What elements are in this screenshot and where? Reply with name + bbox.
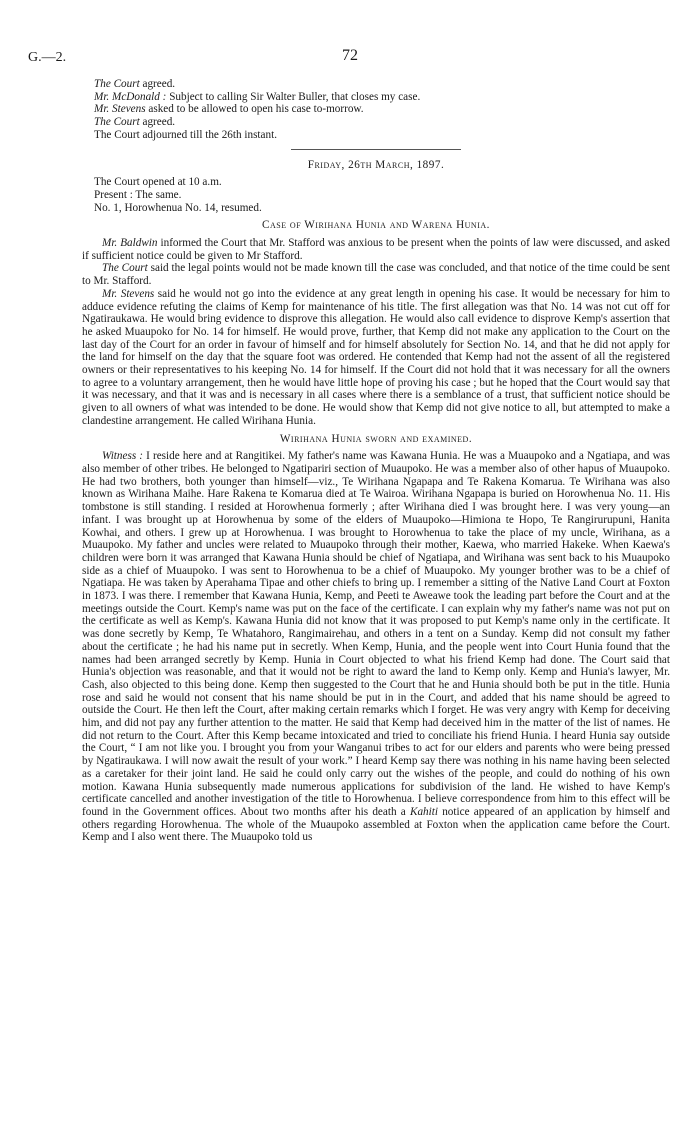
sworn-heading: Wirihana Hunia sworn and examined.: [279, 432, 473, 445]
court-line: The Court agreed.: [94, 78, 176, 90]
opening-line: The Court opened at 10 a.m.: [94, 176, 222, 189]
date-heading: Friday, 26th March, 1897.: [307, 158, 445, 171]
court-line: The Court agreed.: [94, 116, 176, 129]
court-line: The Court adjourned till the 26th instant.: [94, 128, 278, 141]
paragraph: Mr. Baldwin informed the Court that Mr. Stafford was anxious to be present when the points of law were discussed, and asked if sufficient notice could be given to Mr Stafford.: [82, 237, 670, 262]
page-number: 72: [342, 47, 358, 64]
case-heading: Case of Wirihana Hunia and Warena Hunia.: [262, 219, 490, 232]
witness-testimony: Witness : I reside here and at Rangitikei. My father's name was Kawana Hunia. He was a Muaupoko and a Ngatiapa, and was also member of other tribes. He belonged to Ngatipariri section of Muaupoko. He was a member also of other hapus of Muaupoko. He had two brothers, both younger than himself—viz., Te Wirihana Ngapapa and Te Rakena Komarua. Te Wirihana was also known as Wirihana Maihe. Hare Rakena te Komarua died at Te Wairoa. Wirihana Ngapapa is buried on Horowhenua No. 11. His tombstone is still standing. I resided at Horowhenua formerly ; after Wirihana died I was brought here. I was very young—an infant. I was brought up at Horowhenua by some of the elders of Muaupoko—Himiona te Hopo, Te Rangirurupuni, Hanita Kowhai, and others. I grew up at Horowhenua. I was brought to Horowhenua to take the place of my uncle, Wirihana, as a Muaupoko. My father and uncles were related to Muaupoko through their mother, Kaewa, who married Hakeke. When Kaewa's children were born it was arranged that Kawana Hunia should be chief of Ngatiapa, and Wirihana was sent back to his Muaupoko side as a chief of Muaupoko. I was sent to Horowhenua to be a chief of Muaupoko. My younger brother was to be a chief of Ngatiapa. He was taken by Aperahama Tipae and other chiefs to bring up. I remember a sitting of the Native Land Court at Foxton in 1873. I was there. I remember that Kawana Hunia, Kemp, and Peeti te Aweawe took the leading part before the Court and at the meetings outside the Court. Kemp's name was put on the face of the certificate. I can explain why my father's name was not put on the certificate as well as Kemp's. Kawana Hunia did not know that it was proposed to put Kemp's name only in the certificate. It was done secretly by Kemp, Te Whatahoro, Rangimairehau, and others in a tent on a Sunday. Kemp did not consult my father about the certificate ; he had his name put in secretly. When Kemp, Hunia, and the people went into Court Hunia found that the names had been arranged secretly by Kemp. Hunia in Court objected to what his friend Kemp had done. The Court said that Hunia's objection was reasonable, and that it would not be right to award the land to Kemp only. Kemp and Hunia's lawyer, Mr. Cash, also objected to this being done. Kemp then suggested to the Court that he and Hunia should both be put in the title. Hunia rose and said he would not consent that his name should be put in in the Court, and added that his name should be agreed to outside the Court. He then left the Court, after making certain remarks which I forget. He was very angry with Kemp for deceiving him, and did not pay any further attention to the matter. He said that Kemp had deceived him in the matter of the list of names. He did not return to the Court. After this Kemp became intoxicated and tried to conciliate his friend Hunia. I heard Hunia say outside the Court, “ I am not like you. I brought you from your Wanganui tribes to act for our elders and parents who were being pressed by Ngatiraukawa. I will now await the result of your work.” I heard Kemp say there was nothing in his name having been selected as a caretaker for their joint land. He said he could only carry out the wishes of the people, and could do nothing of his own motion. Kawana Hunia subsequently made numerous applications for subdivision of the land. He wished to have Kemp's certificate cancelled and another investigation of the title to Horowhenua. I believe correspondence from him to this effect will be found in the Government offices. About two months after his death a Kahiti notice appeared of an application by himself and others regarding Horowhenua. The whole of the Muaupoko assembled at Foxton when the application came before the Court. Kemp and I also went there. The Muaupoko told us: [82, 450, 671, 844]
court-line: Mr. McDonald : Subject to calling Sir Walter Buller, that closes my case.: [94, 90, 421, 103]
paragraph: Mr. Stevens said he would not go into the evidence at any great length in opening his case. It would be necessary for him to adduce evidence refuting the claims of Kemp for maintenance of his title. The first allegation was that No. 14 was not cut off for Ngatiraukawa. He would bring evidence to disprove this allegation. He would also call evidence to disprove Kemp's assertion that he asked Muaupoko for No. 14 for himself. He would prove, further, that Kemp did not make any application to the Court on the last day of the Court for an order in favour of himself and for himself absolutely for Section No. 14, and that he did not apply for the land for himself on the day that the square foot was ordered. He contended that Kemp had not the assent of all the registered owners or their representatives to his keeping No. 14 for himself. If the Court did not hold that it was necessary for all the owners to agree to a voluntary arrangement, then he would have little hope of proving his case ; but he hoped that the Court would say that it was necessary, and that it was and is necessary in all cases where there is a semblance of a trust, that sufficient notice should be given to all owners of what was intended to be done. He would show that Kemp did not give notice to all, but attempted to make a clandestine arrangement. He called Wirihana Hunia.: [82, 287, 670, 427]
opening-line: No. 1, Horowhenua No. 14, resumed.: [94, 201, 262, 214]
document-body: [82, 78, 670, 844]
opening-line: Present : The same.: [94, 188, 182, 201]
document-reference: G.—2.: [28, 50, 67, 65]
paragraph: The Court said the legal points would not be made known till the case was concluded, and that notice of the time could be sent to Mr. Stafford.: [82, 262, 670, 288]
court-line: Mr. Stevens asked to be allowed to open his case to-morrow.: [94, 103, 364, 116]
section-divider: [291, 149, 461, 150]
